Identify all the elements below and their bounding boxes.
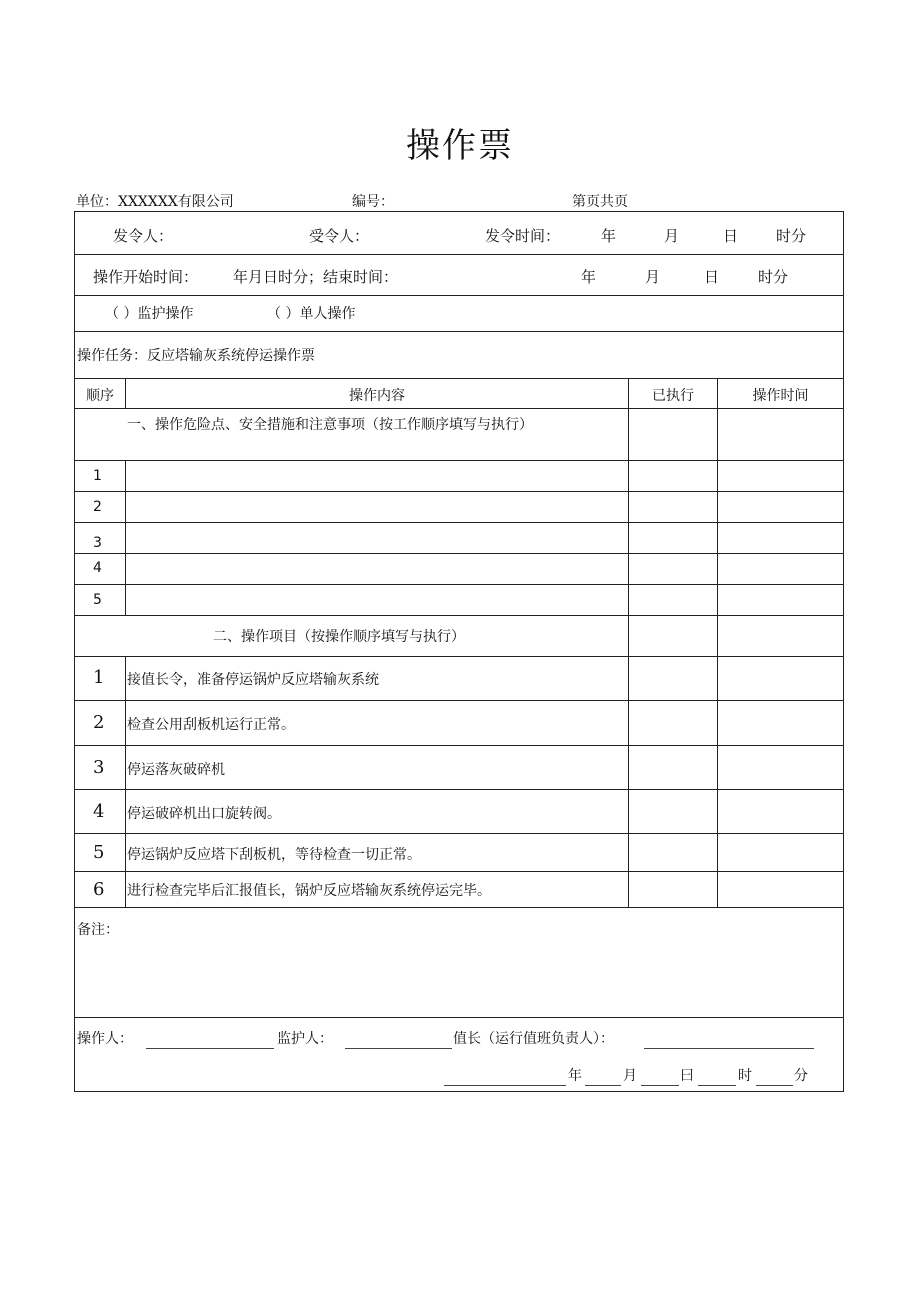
- footer-day-label: 曰: [680, 1068, 694, 1084]
- rule: [717, 378, 718, 907]
- footer-month-label: 月: [623, 1068, 637, 1084]
- section1-row-number: 1: [93, 468, 102, 484]
- step-number: 3: [93, 757, 105, 778]
- step-number: 6: [93, 879, 105, 900]
- rule: [628, 378, 629, 907]
- section1-row-number: 5: [93, 592, 102, 608]
- operation-ticket-form: [74, 211, 844, 1092]
- footer-hour-label: 时: [738, 1068, 752, 1084]
- step-text: 检查公用刮板机运行正常。: [127, 717, 295, 733]
- section1-heading: 一、操作危险点、安全措施和注意事项（按工作顺序填写与执行）: [127, 417, 533, 433]
- column-header-time: 操作时间: [752, 388, 809, 404]
- rule: [75, 907, 843, 908]
- end-day-label: 日: [704, 268, 720, 286]
- rule: [75, 1017, 843, 1018]
- footer-month-blank[interactable]: [585, 1067, 621, 1086]
- single-operation-option[interactable]: （ ）单人操作: [267, 306, 356, 322]
- end-month-label: 月: [645, 268, 661, 286]
- rule: [75, 553, 843, 554]
- step-number: 5: [93, 842, 105, 863]
- section2-heading: 二、操作项目（按操作顺序填写与执行）: [213, 629, 465, 645]
- op-start-end-fields: 年月日时分；结束时间：: [233, 268, 399, 286]
- issue-month-label: 月: [664, 227, 680, 245]
- monitor-operation-option[interactable]: （ ）监护操作: [105, 306, 194, 322]
- rule: [75, 745, 843, 746]
- rule: [75, 408, 843, 409]
- rule: [75, 331, 843, 332]
- receiver-label: 受令人：: [309, 227, 370, 245]
- rule: [125, 656, 126, 907]
- rule: [75, 615, 843, 616]
- issue-year-label: 年: [601, 227, 617, 245]
- rule: [75, 833, 843, 834]
- page-title: 操作票: [406, 126, 514, 166]
- rule: [75, 254, 843, 255]
- rule: [75, 460, 843, 461]
- issuer-label: 发令人：: [113, 227, 174, 245]
- step-text: 停运落灰破碎机: [127, 762, 225, 778]
- unit-label: 单位：XXXXXX有限公司: [76, 194, 234, 210]
- rule: [75, 656, 843, 657]
- rule: [75, 491, 843, 492]
- end-hourmin-label: 时分: [758, 268, 789, 286]
- page-count-label: 第页共页: [572, 194, 628, 210]
- footer-year-label: 年: [568, 1068, 582, 1084]
- section1-row-number: 2: [93, 499, 102, 515]
- rule: [75, 378, 843, 379]
- op-start-label: 操作开始时间：: [93, 268, 199, 286]
- footer-hour-blank[interactable]: [698, 1067, 736, 1086]
- rule: [75, 700, 843, 701]
- step-text: 停运锅炉反应塔下刮板机，等待检查一切正常。: [127, 847, 421, 863]
- step-number: 2: [93, 712, 105, 733]
- rule: [75, 295, 843, 296]
- column-header-content: 操作内容: [349, 388, 405, 404]
- footer-minute-blank[interactable]: [756, 1067, 793, 1086]
- step-text: 进行检查完毕后汇报值长，锅炉反应塔输灰系统停运完毕。: [127, 883, 491, 899]
- step-number: 4: [93, 801, 105, 822]
- guardian-signature-line[interactable]: [345, 1030, 452, 1049]
- issue-day-label: 日: [723, 227, 739, 245]
- guardian-label: 监护人：: [277, 1031, 333, 1047]
- shift-leader-label: 值长（运行值班负责人）：: [453, 1031, 614, 1047]
- rule: [75, 522, 843, 523]
- operation-task: 操作任务：反应塔输灰系统停运操作票: [77, 348, 315, 364]
- end-year-label: 年: [581, 268, 597, 286]
- rule: [75, 871, 843, 872]
- section1-row-number: 4: [93, 560, 102, 576]
- operator-signature-line[interactable]: [146, 1030, 274, 1049]
- footer-day-blank[interactable]: [641, 1067, 679, 1086]
- step-number: 1: [93, 667, 105, 688]
- issue-hourmin-label: 时分: [776, 227, 807, 245]
- column-header-done: 已执行: [652, 388, 694, 404]
- date-signature-line[interactable]: [444, 1067, 566, 1086]
- column-header-seq: 顺序: [86, 388, 114, 404]
- step-text: 接值长令，准备停运锅炉反应塔输灰系统: [127, 672, 379, 688]
- rule: [75, 789, 843, 790]
- step-text: 停运破碎机出口旋转阀。: [127, 806, 281, 822]
- rule: [125, 460, 126, 615]
- rule: [75, 584, 843, 585]
- issue-time-label: 发令时间：: [485, 227, 561, 245]
- section1-row-number: 3: [93, 535, 102, 551]
- remarks-label: 备注：: [77, 922, 119, 938]
- shift-leader-signature-line[interactable]: [644, 1030, 814, 1049]
- operator-label: 操作人：: [77, 1031, 133, 1047]
- number-label: 编号：: [352, 194, 394, 210]
- footer-minute-label: 分: [794, 1068, 808, 1084]
